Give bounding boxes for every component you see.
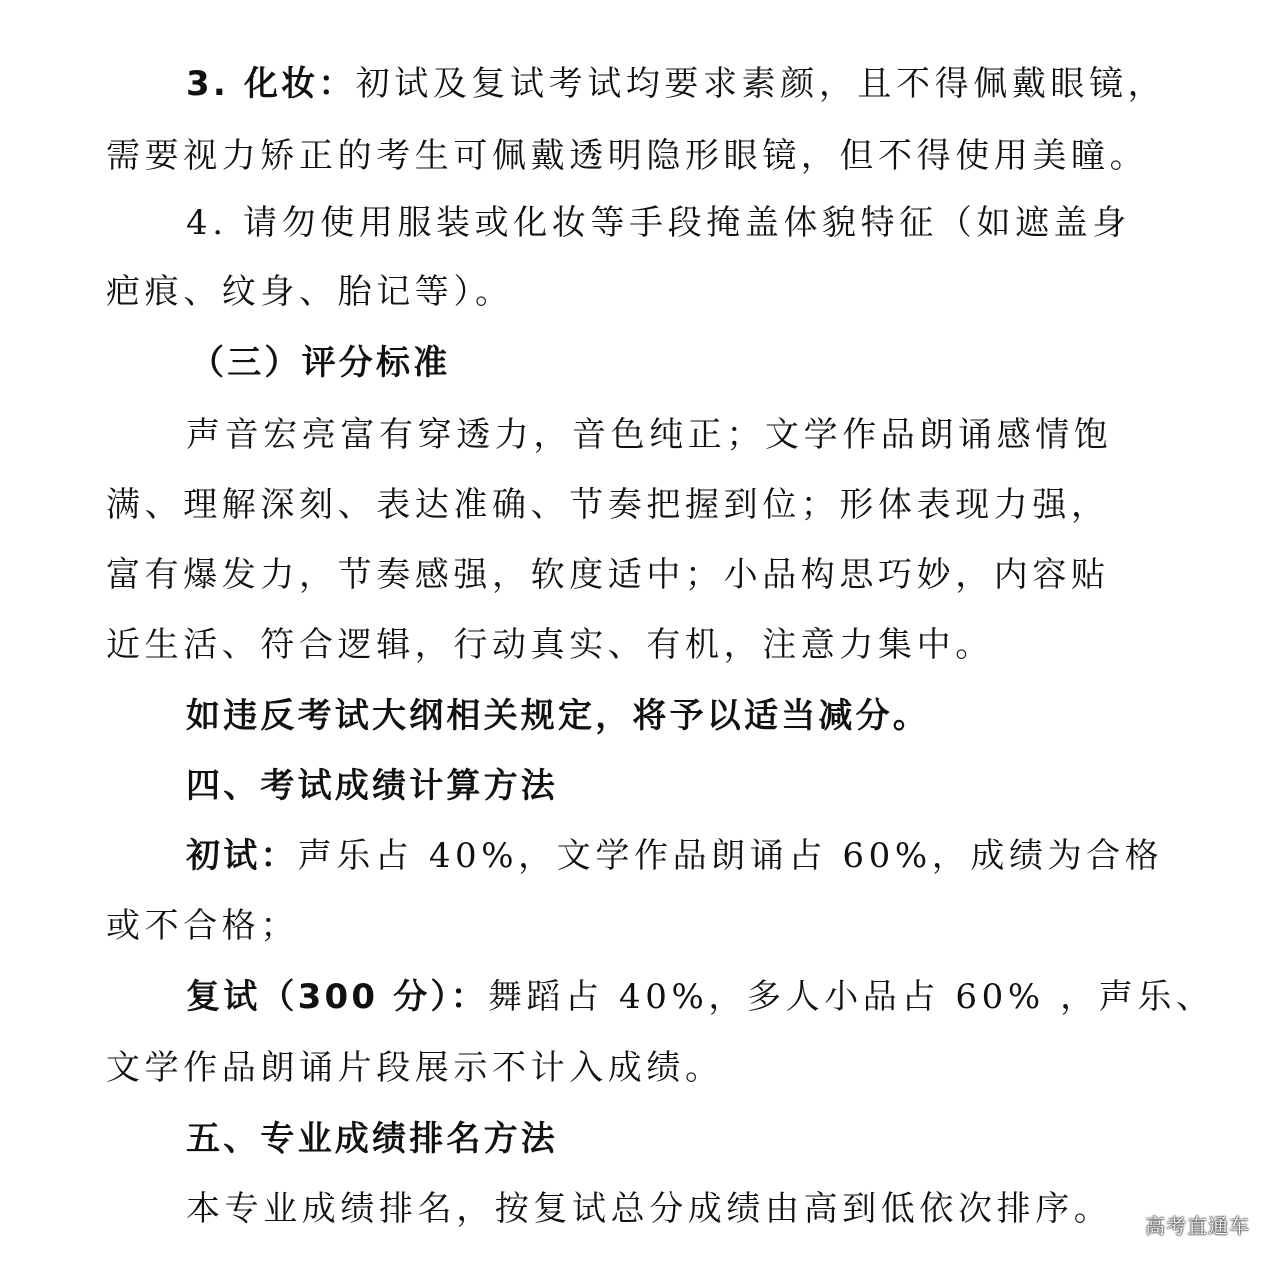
penalty-notice: 如违反考试大纲相关规定，将予以适当减分。 <box>186 696 930 736</box>
prelim-line1 <box>186 834 1163 878</box>
scoring-line4: 近生活、符合逻辑，行动真实、有机，注意力集中。 <box>106 625 994 665</box>
item4-line1: 4. 请勿使用服装或化妆等手段掩盖体貌特征（如遮盖身 <box>186 203 1131 243</box>
item3-line2: 需要视力矫正的考生可佩戴透明隐形眼镜，但不得使用美瞳。 <box>106 136 1149 176</box>
item3-line1 <box>186 62 1166 106</box>
scoring-heading: （三）评分标准 <box>190 343 451 383</box>
retest-line2: 文学作品朗诵片段展示不计入成绩。 <box>106 1048 724 1088</box>
prelim-label: 初试： <box>186 836 298 876</box>
item3-text: 初试及复试考试均要求素颜，且不得佩戴眼镜， <box>355 64 1167 104</box>
scoring-line3: 富有爆发力，节奏感强，软度适中；小品构思巧妙，内容贴 <box>106 555 1110 595</box>
retest-line1 <box>186 975 1215 1019</box>
prelim-line2: 或不合格； <box>106 906 299 946</box>
scoring-line1: 声音宏亮富有穿透力，音色纯正；文学作品朗诵感情饱 <box>186 415 1113 455</box>
prelim-text: 声乐占 40%，文学作品朗诵占 60%，成绩为合格 <box>297 836 1164 876</box>
section5-heading: 五、专业成绩排名方法 <box>186 1119 558 1159</box>
watermark: 高考直通车 <box>1145 1214 1250 1238</box>
section5-line1: 本专业成绩排名，按复试总分成绩由高到低依次排序。 <box>186 1189 1113 1229</box>
item3-label: 3. 化妆： <box>186 64 356 104</box>
item4-line2: 疤痕、纹身、胎记等）。 <box>106 272 514 312</box>
retest-label: 复试（300 分）： <box>186 977 488 1017</box>
retest-text: 舞蹈占 40%，多人小品占 60% ，声乐、 <box>487 977 1215 1017</box>
section4-heading: 四、考试成绩计算方法 <box>186 766 558 806</box>
scoring-line2: 满、理解深刻、表达准确、节奏把握到位；形体表现力强， <box>106 485 1110 525</box>
